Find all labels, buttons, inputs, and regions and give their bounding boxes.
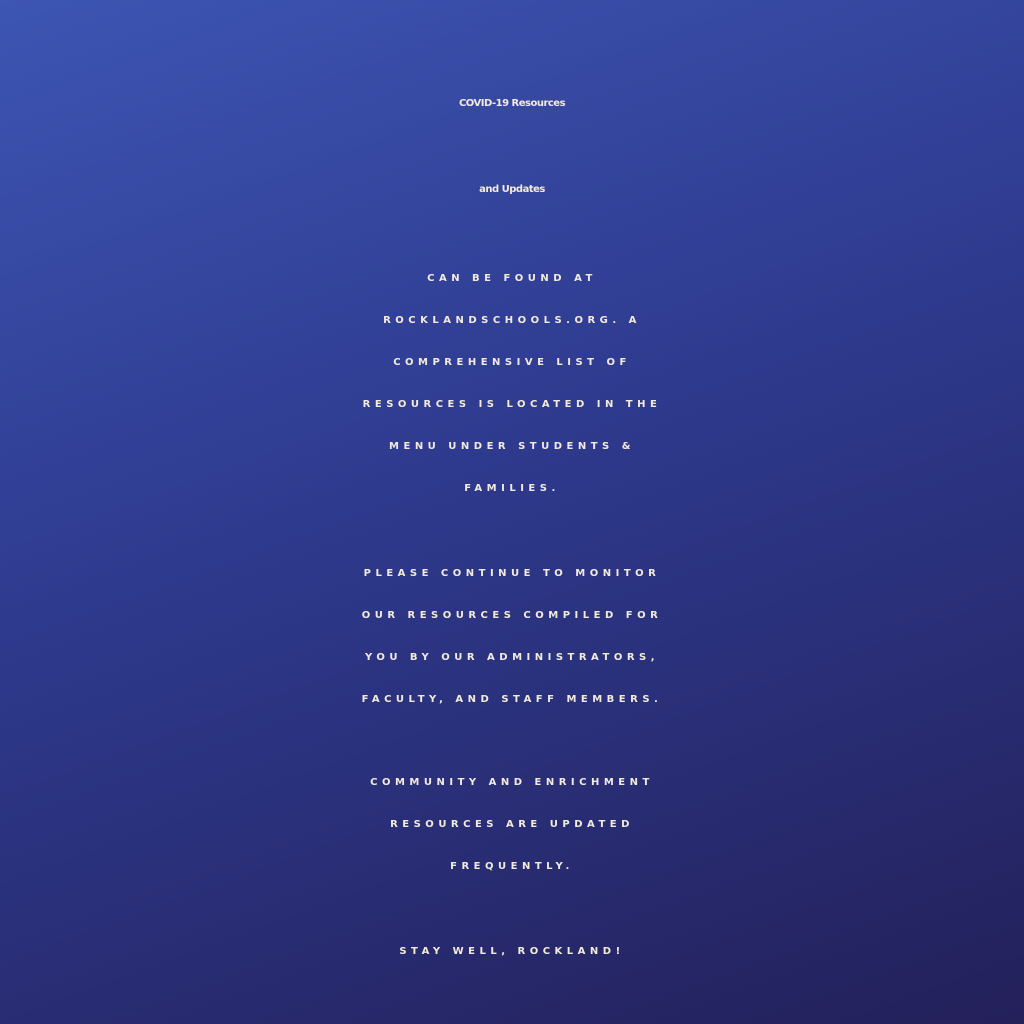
page-title-line-2: and Updates [479,184,545,195]
text-line: OUR RESOURCES COMPILED FOR [361,610,663,621]
text-line: RESOURCES ARE UPDATED [390,819,634,830]
text-line: COMPREHENSIVE LIST OF [393,357,631,368]
text-line: COMMUNITY AND ENRICHMENT [370,777,654,788]
text-line: RESOURCES IS LOCATED IN THE [362,399,662,410]
paragraph-monitor-resources [0,553,1024,721]
paragraph-community-resources [0,762,1024,888]
text-line: CAN BE FOUND AT [427,273,597,284]
paragraph-resources-location [0,258,1024,510]
text-line: ROCKLANDSCHOOLS.ORG. A [383,315,641,326]
text-line: FAMILIES. [464,483,560,494]
text-line: STAY WELL, ROCKLAND! [399,946,625,957]
text-line: YOU BY OUR ADMINISTRATORS, [364,652,660,663]
closing-message [0,931,1024,973]
text-line: MENU UNDER STUDENTS & [389,441,635,452]
text-line: FACULTY, AND STAFF MEMBERS. [361,694,663,705]
text-line: PLEASE CONTINUE TO MONITOR [363,568,661,579]
page-title-line-1: COVID-19 Resources [458,98,566,109]
text-line: FREQUENTLY. [450,861,574,872]
